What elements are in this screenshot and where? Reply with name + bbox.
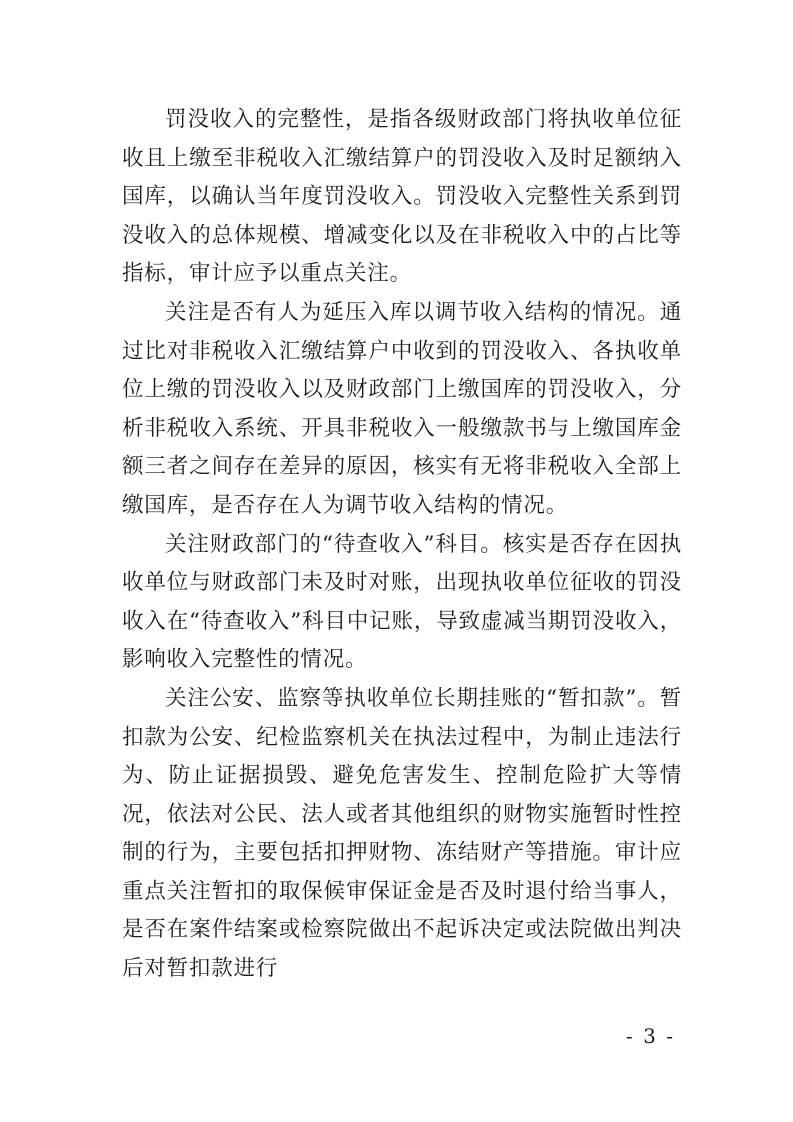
page-number: - 3 -: [626, 1024, 675, 1048]
paragraph-completeness: 罚没收入的完整性，是指各级财政部门将执收单位征收且上缴至非税收入汇缴结算户的罚没收入及时足额纳入国库，以确认当年度罚没收入。罚没收入完整性关系到罚没收入的总体规模、增减变化以及在非税收入中的占比等指标，审计应予以重点关注。: [122, 107, 682, 287]
body-text: [122, 101, 682, 989]
paragraph-pending-income: 关注财政部门的“待查收入”科目。核实是否存在因执收单位与财政部门未及时对账，出现执收单位征收的罚没收入在“待查收入”科目中记账，导致虚减当期罚没收入，影响收入完整性的情况。: [122, 531, 682, 673]
paragraph-delayed-deposit: 关注是否有人为延压入库以调节收入结构的情况。通过比对非税收入汇缴结算户中收到的罚没收入、各执收单位上缴的罚没收入以及财政部门上缴国库的罚没收入，分析非税收入系统、开具非税收入一般缴款书与上缴国库金额三者之间存在差异的原因，核实有无将非税收入全部上缴国库，是否存在人为调节收入结构的情况。: [122, 299, 682, 518]
paragraph-temporary-seizure: 关注公安、监察等执收单位长期挂账的“暂扣款”。暂扣款为公安、纪检监察机关在执法过程中，为制止违法行为、防止证据损毁、避免危害发生、控制危险扩大等情况，依法对公民、法人或者其他组织的财物实施暂时性控制的行为，主要包括扣押财物、冻结财产等措施。审计应重点关注暂扣的取保候审保证金是否及时退付给当事人，是否在案件结案或检察院做出不起诉决定或法院做出判决后对暂扣款进行: [122, 685, 682, 982]
